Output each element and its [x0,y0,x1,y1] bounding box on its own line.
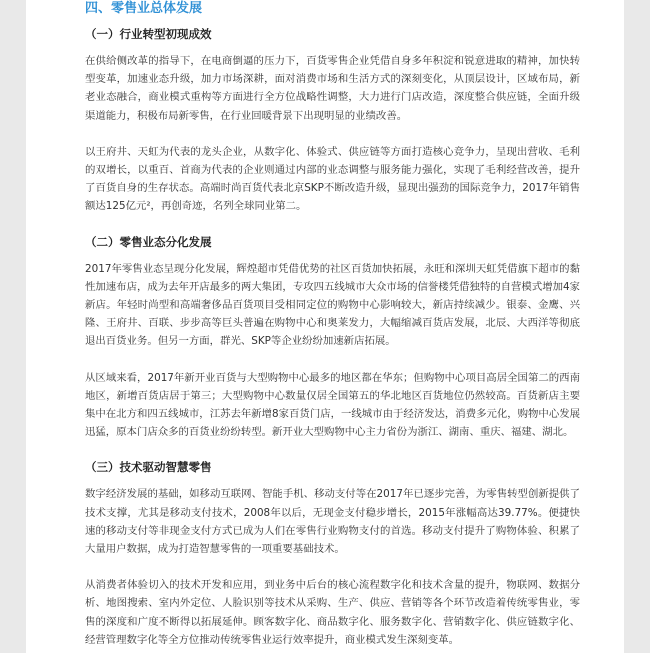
spacer [85,351,580,369]
spacer [85,558,580,576]
paragraph: 从消费者体验切入的技术开发和应用，到业务中后台的核心流程数字化和技术含量的提升，物联网、数据分析、地图搜索、室内外定位、人脸识别等技术从采购、生产、供应、营销等各个环节改造着传统零售业，零售的深度和广度不断得以拓展延伸。顾客数字化、商品数字化、服务数字化、营销数字化、供应链数字化、经营管理数字化等全方位推动传统零售业运行效率提升，商业模式发生深刻变革。 [85,579,580,646]
section-title: 四、零售业总体发展 [85,1,203,16]
spacer [85,441,580,459]
paragraph: 数字经济发展的基础，如移动互联网、智能手机、移动支付等在2017年已逐步完善，为零售转型创新提供了技术支撑，尤其是移动支付技术，2008年以后，无现金支付稳步增长，2015年涨幅高达39.77%。便捷快速的移动支付等非现金支付方式已成为人们在零售行业购物支付的首选。移动支付提升了购物体验、积累了大量用户数据，成为打造智慧零售的一项重要基础技术。 [85,488,580,556]
subsection-heading-1: （一）行业转型初现成效 [85,27,212,41]
spacer [85,42,580,52]
subsection-heading-2: （二）零售业态分化发展 [85,234,212,249]
spacer [85,125,580,143]
paragraph: 以王府井、天虹为代表的龙头企业，从数字化、体验式、供应链等方面打造核心竞争力，呈现出营收、毛利的双增长，以重百、首商为代表的企业则通过内部的业态调整与服务能力强化，实现了毛利经营改善，提升了百货自身的生存状态。高端时尚百货代表北京SKP不断改造升级，显现出强劲的国际竞争力，2017年销售额达125亿元²，再创奇迹，名列全球同业第二。 [85,145,580,213]
subsection-heading-3: （三）技术驱动智慧零售 [85,460,212,475]
spacer [85,250,580,260]
document-page [26,0,624,653]
paragraph: 从区域来看，2017年新开业百货与大型购物中心最多的地区都在华东；但购物中心项目高居全国第二的西南地区，新增百货店居于第三；大型购物中心数量仅居全国第五的华北地区百货地位仍然较高。百货新店主要集中在北方和四五线城市，江苏去年新增8家百货门店，一线城市由于经济发达，消费多元化，购物中心发展迅猛，原本门店众多的百货业纷纷转型。新开业大型购物中心主力省份为浙江、湖南、重庆、福建、湖北。 [85,371,580,439]
paragraph: 2017年零售业态呈现分化发展，辉煌超市凭借优势的社区百货加快拓展，永旺和深圳天虹凭借旗下超市的黏性加速布店，成为去年开店最多的两大集团，专攻四五线城市大众市场的信誉楼凭借独特的自营模式增加4家新店。年轻时尚型和高端奢侈品百货项目受相同定位的购物中心影响较大，新店持续减少。银泰、金鹰、兴隆、王府井、百联、步步高等巨头普遍在购物中心和奥莱发力，大幅缩减百货店发展，北辰、大西洋等彻底退出百货业务。但另一方面，群光、SKP等企业纷纷加速新店拓展。 [85,262,580,348]
spacer [85,475,580,485]
spacer [85,216,580,234]
document-content [85,0,580,649]
paragraph: 在供给侧改革的指导下，在电商倒逼的压力下，百货零售企业凭借自身多年积淀和锐意进取的精神，加快转型变革，加速业态升级，加力市场深耕，面对消费市场和生活方式的深刻变化，从顶层设计，区域布局，新老业态融合，商业模式重构等方面进行全方位战略性调整，大力进行门店改造，深度整合供应链，全面升级渠道能力，积极布局新零售，在行业回暖背景下出现明显的业绩改善。 [85,55,580,122]
